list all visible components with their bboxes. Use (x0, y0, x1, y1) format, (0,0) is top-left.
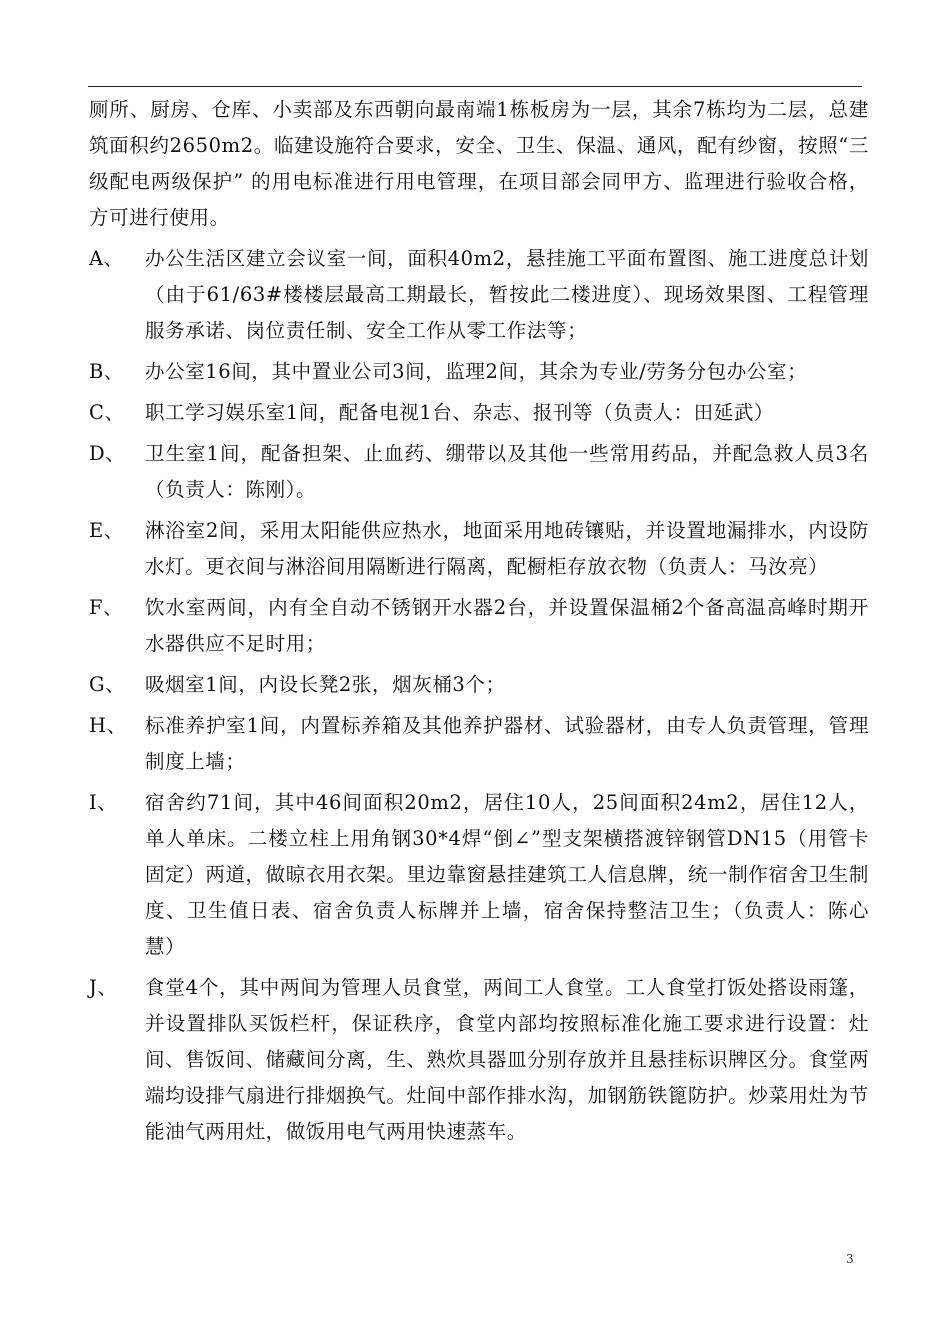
list-item-text: 办公生活区建立会议室一间，面积40m2，悬挂施工平面布置图、施工进度总计划（由于61/63#楼楼层最高工期最长，暂按此二楼进度）、现场效果图、工程管理服务承诺、岗位责任制、安全工作从零工作法等； (145, 247, 869, 342)
list-item-g (89, 667, 869, 703)
list-marker: C、 (89, 401, 125, 424)
list-marker: F、 (89, 596, 124, 619)
list-item-f (89, 590, 869, 662)
list-marker: B、 (89, 360, 125, 383)
list-item-i (89, 785, 869, 965)
list-item-text: 标准养护室1间，内置标养箱及其他养护器材、试验器材，由专人负责管理，管理制度上墙； (145, 714, 869, 773)
list-item-text: 饮水室两间，内有全自动不锈钢开水器2台，并设置保温桶2个备高温高峰时期开水器供应不足时用； (145, 596, 869, 655)
list-item-text: 卫生室1间，配备担架、止血药、绷带以及其他一些常用药品，并配急救人员3名（负责人：陈刚）。 (145, 442, 869, 501)
list-item-text: 办公室16间，其中置业公司3间，监理2间，其余为专业/劳务分包办公室； (145, 360, 808, 383)
document-body (89, 92, 869, 1155)
list-item-d (89, 436, 869, 508)
list-item-e (89, 513, 869, 585)
list-marker: G、 (89, 673, 126, 696)
list-item-text: 吸烟室1间，内设长凳2张，烟灰桶3个； (145, 673, 506, 696)
intro-paragraph: 厕所、厨房、仓库、小卖部及东西朝向最南端1栋板房为一层，其余7栋均为二层，总建筑面积约2650m2。临建设施符合要求，安全、卫生、保温、通风，配有纱窗，按照“三级配电两级保护” 的用电标准进行用电管理，在项目部会同甲方、监理进行验收合格，方可进行使用。 (89, 98, 869, 229)
list-item-text: 淋浴室2间，采用太阳能供应热水，地面采用地砖镶贴，并设置地漏排水，内设防水灯。更衣间与淋浴间用隔断进行隔离，配橱柜存放衣物（负责人：马汝亮） (145, 519, 869, 578)
list-marker: E、 (89, 519, 124, 542)
list-marker: D、 (89, 442, 126, 465)
list-item-j (89, 970, 869, 1150)
list-item-text: 宿舍约71间，其中46间面积20m2，居住10人，25间面积24m2，居住12人，单人单床。二楼立柱上用角钢30*4焊“倒∠”型支架横搭渡锌钢管DN15（用管卡固定）两道，做晾衣用衣架。里边靠窗悬挂建筑工人信息牌，统一制作宿舍卫生制度、卫生值日表、宿舍负责人标牌并上墙，宿舍保持整洁卫生；（负责人：陈心慧） (145, 791, 869, 958)
list-marker: A、 (89, 247, 124, 270)
list-item-b (89, 354, 869, 390)
list-item-h (89, 708, 869, 780)
list-marker: J、 (89, 976, 118, 999)
list-item-a (89, 241, 869, 349)
list-item-text: 职工学习娱乐室1间，配备电视1台、杂志、报刊等（负责人：田延武） (145, 401, 775, 424)
page-number: 3 (846, 1252, 854, 1266)
list-item-c (89, 395, 869, 431)
header-rule (88, 86, 862, 87)
list-item-text: 食堂4个，其中两间为管理人员食堂，两间工人食堂。工人食堂打饭处搭设雨篷，并设置排队买饭栏杆，保证秩序，食堂内部均按照标准化施工要求进行设置：灶间、售饭间、储藏间分离，生、熟炊具器皿分别存放并且悬挂标识牌区分。食堂两端均设排气扇进行排烟换气。灶间中部作排水沟，加钢筋铁篦防护。炒菜用灶为节能油气两用灶，做饭用电气两用快速蒸车。 (145, 976, 869, 1143)
list-marker: H、 (89, 714, 127, 737)
list-marker: I、 (89, 791, 118, 814)
